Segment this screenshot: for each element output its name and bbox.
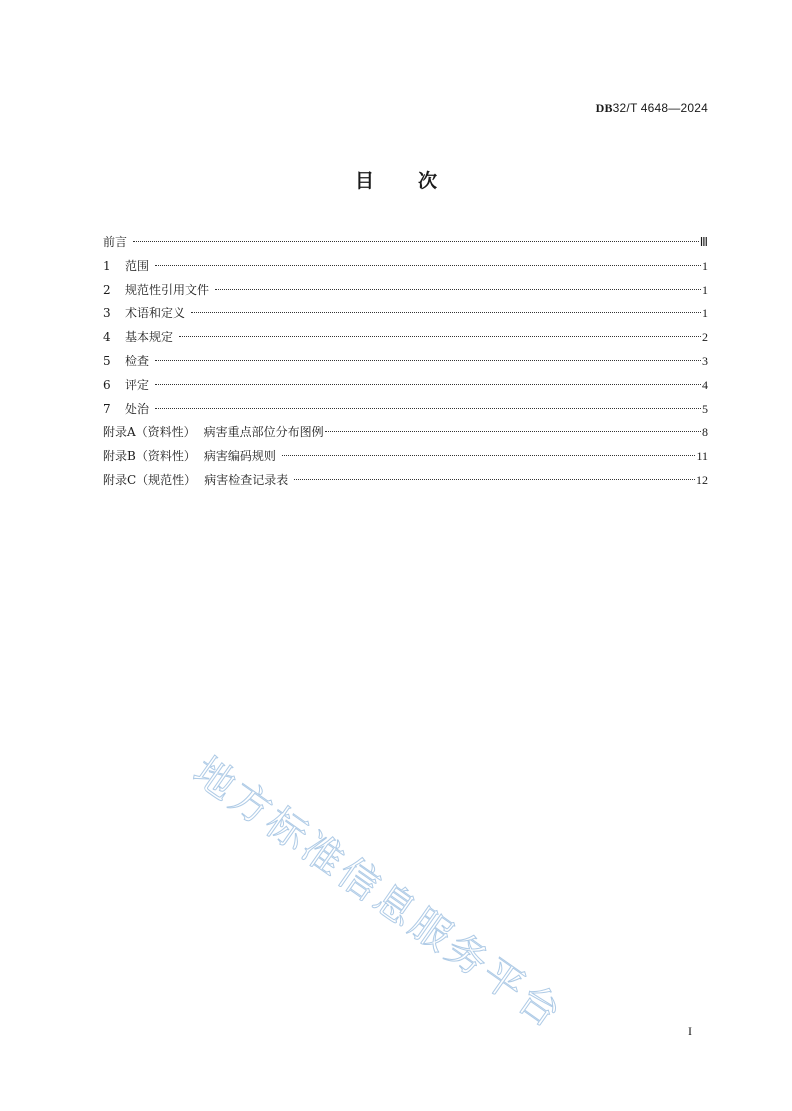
toc-entry-page: 1 [702,258,708,273]
toc-annex-designation: 附录B（资料性） [103,449,196,464]
toc-entry-label [103,470,288,490]
toc-entry-page: 1 [702,306,708,321]
toc-entry-label: 前言 [103,235,128,249]
toc-entry-label: 规范性引用文件 [125,282,210,297]
toc-entry-label: 检查 [125,353,150,368]
toc-entry-number: 4 [103,330,111,345]
document-code-number: 32/T 4648—2024 [612,101,708,115]
toc-annex-title: 病害重点部位分布图例 [203,425,324,440]
toc-entry-number: 3 [103,306,111,321]
toc-entry-label [103,422,324,442]
toc-annex-designation: 附录A（资料性） [103,425,196,440]
toc-entry-page: 3 [702,353,708,368]
toc-entry-scope[interactable] [103,256,708,280]
toc-entry-page: 2 [702,330,708,345]
title-char-2: 次 [418,170,438,192]
page-number: I [688,1024,692,1038]
toc-entry-page: 12 [696,472,708,487]
toc-annex-title: 病害编码规则 [203,449,276,464]
toc-dot-leader [179,336,701,337]
toc-dot-leader [133,241,699,242]
toc-entry-basic-provisions[interactable] [103,327,708,351]
toc-entry-label: 范围 [125,258,150,273]
title-char-1: 目 [354,170,374,192]
toc-entry-normative-references[interactable] [103,280,708,304]
document-code-prefix: DB [595,101,613,115]
toc-entry-number: 6 [103,377,111,392]
toc-entry-terms-definitions[interactable] [103,303,708,327]
toc-dot-leader [294,479,695,480]
toc-dot-leader [155,384,701,385]
toc-entry-foreword[interactable] [103,232,708,256]
toc-entry-page: Ⅲ [699,235,708,249]
toc-entry-label: 评定 [125,377,150,392]
toc-entry-treatment[interactable] [103,399,708,423]
toc-dot-leader [191,312,701,313]
toc-entry-number: 1 [103,258,111,273]
toc-annex-title: 病害检查记录表 [204,472,289,487]
toc-entry-inspection[interactable] [103,351,708,375]
document-code [596,101,708,116]
toc-dot-leader [155,408,701,409]
toc-entry-label: 处治 [125,401,150,416]
page-title [0,166,792,193]
toc-entry-page: 4 [702,377,708,392]
toc-dot-leader [215,289,701,290]
toc-dot-leader [325,431,701,432]
toc-entry-number: 5 [103,353,111,368]
toc-entry-number: 2 [103,282,111,297]
toc-entry-annex-b[interactable] [103,446,708,470]
toc-entry-annex-a[interactable] [103,422,708,446]
toc-entry-page: 11 [696,449,708,464]
toc-dot-leader [155,265,701,266]
toc-entry-page: 1 [702,282,708,297]
toc-entry-page: 5 [702,401,708,416]
table-of-contents [103,232,708,494]
toc-dot-leader [282,455,696,456]
toc-entry-label: 基本规定 [125,330,174,345]
toc-entry-annex-c[interactable] [103,470,708,494]
toc-entry-assessment[interactable] [103,375,708,399]
toc-entry-number: 7 [103,401,111,416]
toc-annex-designation: 附录C（规范性） [103,472,197,487]
toc-entry-label [103,446,276,466]
toc-entry-label: 术语和定义 [125,306,186,321]
toc-entry-page: 8 [702,425,708,440]
watermark: 地方标准信息服务平台 [184,748,572,1039]
toc-dot-leader [155,360,701,361]
